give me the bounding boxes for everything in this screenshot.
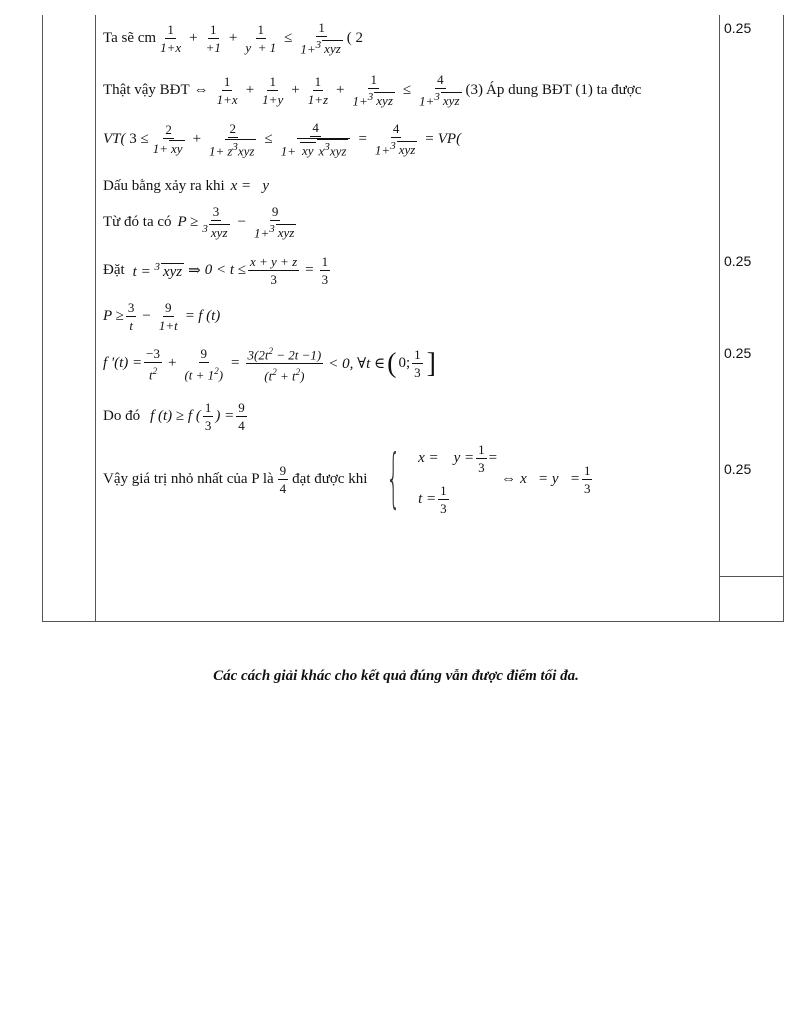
fraction: $\frac{9}{1+t}$ xyxy=(158,300,178,333)
score-2: 0.25 xyxy=(724,253,752,269)
proof-line-3: VT( 3 ≤ $\frac{2}{1+ xy}$ + $\frac{2}{1+ z^3xyz}$ ≤ $\frac{4}{1+ xy x^3xyz}$ = $\frac{4}{1+^3 xyz}$ = VP( xyxy=(103,120,462,159)
proof-line-10: Vậy giá trị nhỏ nhất của P là $\frac{9}{4}$ đạt được khi { x = y = $\frac{1}{3}$ = t = $\frac{1}{3}$ ⇔ x = y = $\frac{1}{3}$ xyxy=(103,442,591,516)
fraction: $\frac{4}{1+^3 xyz}$ xyxy=(374,121,416,158)
fraction: $\frac{9}{(t + 1^2)}$ xyxy=(184,345,224,382)
fraction: $\frac{1}{1+z}$ xyxy=(307,73,329,107)
line-1-text: Ta sẽ cm xyxy=(103,29,157,46)
fraction: $\frac{1}{1+^3 xyz}$ xyxy=(352,72,393,109)
score-3: 0.25 xyxy=(724,345,752,361)
line-2-tail: Áp dung BĐT (1) ta được xyxy=(486,81,642,98)
fraction: $\frac{9}{4}$ xyxy=(238,400,245,433)
fraction: $\frac{1}{3}$ xyxy=(321,254,329,287)
line-4-text: Dấu bằng xảy ra khi xyxy=(103,178,225,194)
proof-line-6: Đặt t = $^3$ xyz ⇒ 0 < t ≤ $\frac{x + y + z}{3}$ = $\frac{1}{3}$ xyxy=(103,254,329,287)
proof-line-9: Do đó f (t) ≥ f ( $\frac{1}{3}$ ) = $\frac{9}{4}$ xyxy=(103,400,245,433)
proof-line-1: Ta sẽ cm $\frac{1}{1+x}$ + $\frac{1}{+1}$ + $\frac{1}{y + 1}$ ≤ $\frac{1}{1+^3 xyz}$ ( 2 xyxy=(103,20,364,57)
line-9-text: Do đó xyxy=(103,408,141,424)
line-6-text: Đặt xyxy=(103,262,125,278)
fraction: $\frac{4}{1+^3 xyz}$ xyxy=(419,72,460,109)
fraction: $\frac{1}{3}$ xyxy=(204,400,212,433)
table-score-column xyxy=(719,15,783,621)
line-3-vp: VP( xyxy=(437,130,462,147)
fraction: $\frac{9}{4}$ xyxy=(279,462,287,496)
fraction: $\frac{1}{1+x}$ xyxy=(160,21,182,55)
line-1-tail: ( 2 xyxy=(346,29,364,46)
fraction: $\frac{3(2t^2 - 2t -1)}{(t^2 + t^2)}$ xyxy=(247,346,322,384)
equation-system: x = y = $\frac{1}{3}$ = t = $\frac{1}{3}$ xyxy=(418,442,498,516)
fraction: $\frac{3}{t}$ xyxy=(127,300,135,333)
fraction: $\frac{x + y + z}{3}$ xyxy=(249,254,298,287)
proof-line-2: Thật vậy BĐT ⇔ $\frac{1}{1+x}$ + $\frac{1}{1+y}$ + $\frac{1}{1+z}$ + $\frac{1}{1+^3 xyz}$ ≤ $\frac{4}{1+^3 xyz}$ (3) Áp dung BĐT (1) ta được xyxy=(103,72,642,109)
fraction: $\frac{-3}{t^2}$ xyxy=(146,345,160,382)
fraction: $\frac{2}{1+ xy}$ xyxy=(152,122,183,157)
closing-note: Các cách giải khác cho kết quả đúng vẫn được điểm tối đa. xyxy=(213,668,579,684)
fraction: $\frac{1}{3}$ xyxy=(478,442,485,475)
fraction: $\frac{9}{1+^3 xyz}$ xyxy=(253,204,295,241)
fraction: $\frac{4}{1+ xy x^3xyz}$ xyxy=(279,120,353,158)
fraction: $\frac{2}{1+ z^3xyz}$ xyxy=(209,120,255,158)
line-10-text-2: đạt được khi xyxy=(292,470,368,487)
line-2-text: Thật vậy BĐT xyxy=(103,81,190,98)
fraction: $\frac{1}{3}$ xyxy=(440,483,447,516)
table-left-column xyxy=(43,15,96,621)
fraction: $\frac{1}{3}$ xyxy=(583,462,591,496)
fraction: $\frac{1}{1+^3 xyz}$ xyxy=(300,20,341,57)
score-4: 0.25 xyxy=(724,461,752,477)
proof-line-5: Từ đó ta có P ≥ $\frac{3}{^3 xyz}$ − $\frac{9}{1+^3 xyz}$ xyxy=(103,204,300,240)
fraction: $\frac{1}{1+x}$ xyxy=(216,73,238,107)
fraction: $\frac{1}{1+y}$ xyxy=(262,73,284,107)
score-column-divider xyxy=(720,576,783,577)
line-3-vt: VT( xyxy=(103,130,126,147)
fraction: $\frac{3}{^3 xyz}$ xyxy=(202,204,228,241)
fraction: $\frac{1}{+1}$ xyxy=(205,21,221,55)
fraction: $\frac{1}{3}$ xyxy=(414,347,421,381)
proof-line-7: P ≥ $\frac{3}{t}$ − $\frac{9}{1+t}$ = f (t) xyxy=(103,300,221,333)
line-5-text: Từ đó ta có xyxy=(103,213,172,230)
score-1: 0.25 xyxy=(724,20,752,36)
line-10-text-1: Vậy giá trị nhỏ nhất của P là xyxy=(103,470,274,487)
proof-line-4: Dấu bằng xảy ra khi x = y xyxy=(103,178,270,194)
line-2-mid: (3) xyxy=(465,81,484,98)
proof-line-8: f '(t) = $\frac{-3}{t^2}$ + $\frac{9}{(t + 1^2)}$ = $\frac{3(2t^2 - 2t -1)}{(t^2 + t^2)}$ < 0, ∀t ∈ ( 0; $\frac{1}{3}$ ] xyxy=(103,345,436,384)
fraction: $\frac{1}{y + 1}$ xyxy=(245,21,277,55)
